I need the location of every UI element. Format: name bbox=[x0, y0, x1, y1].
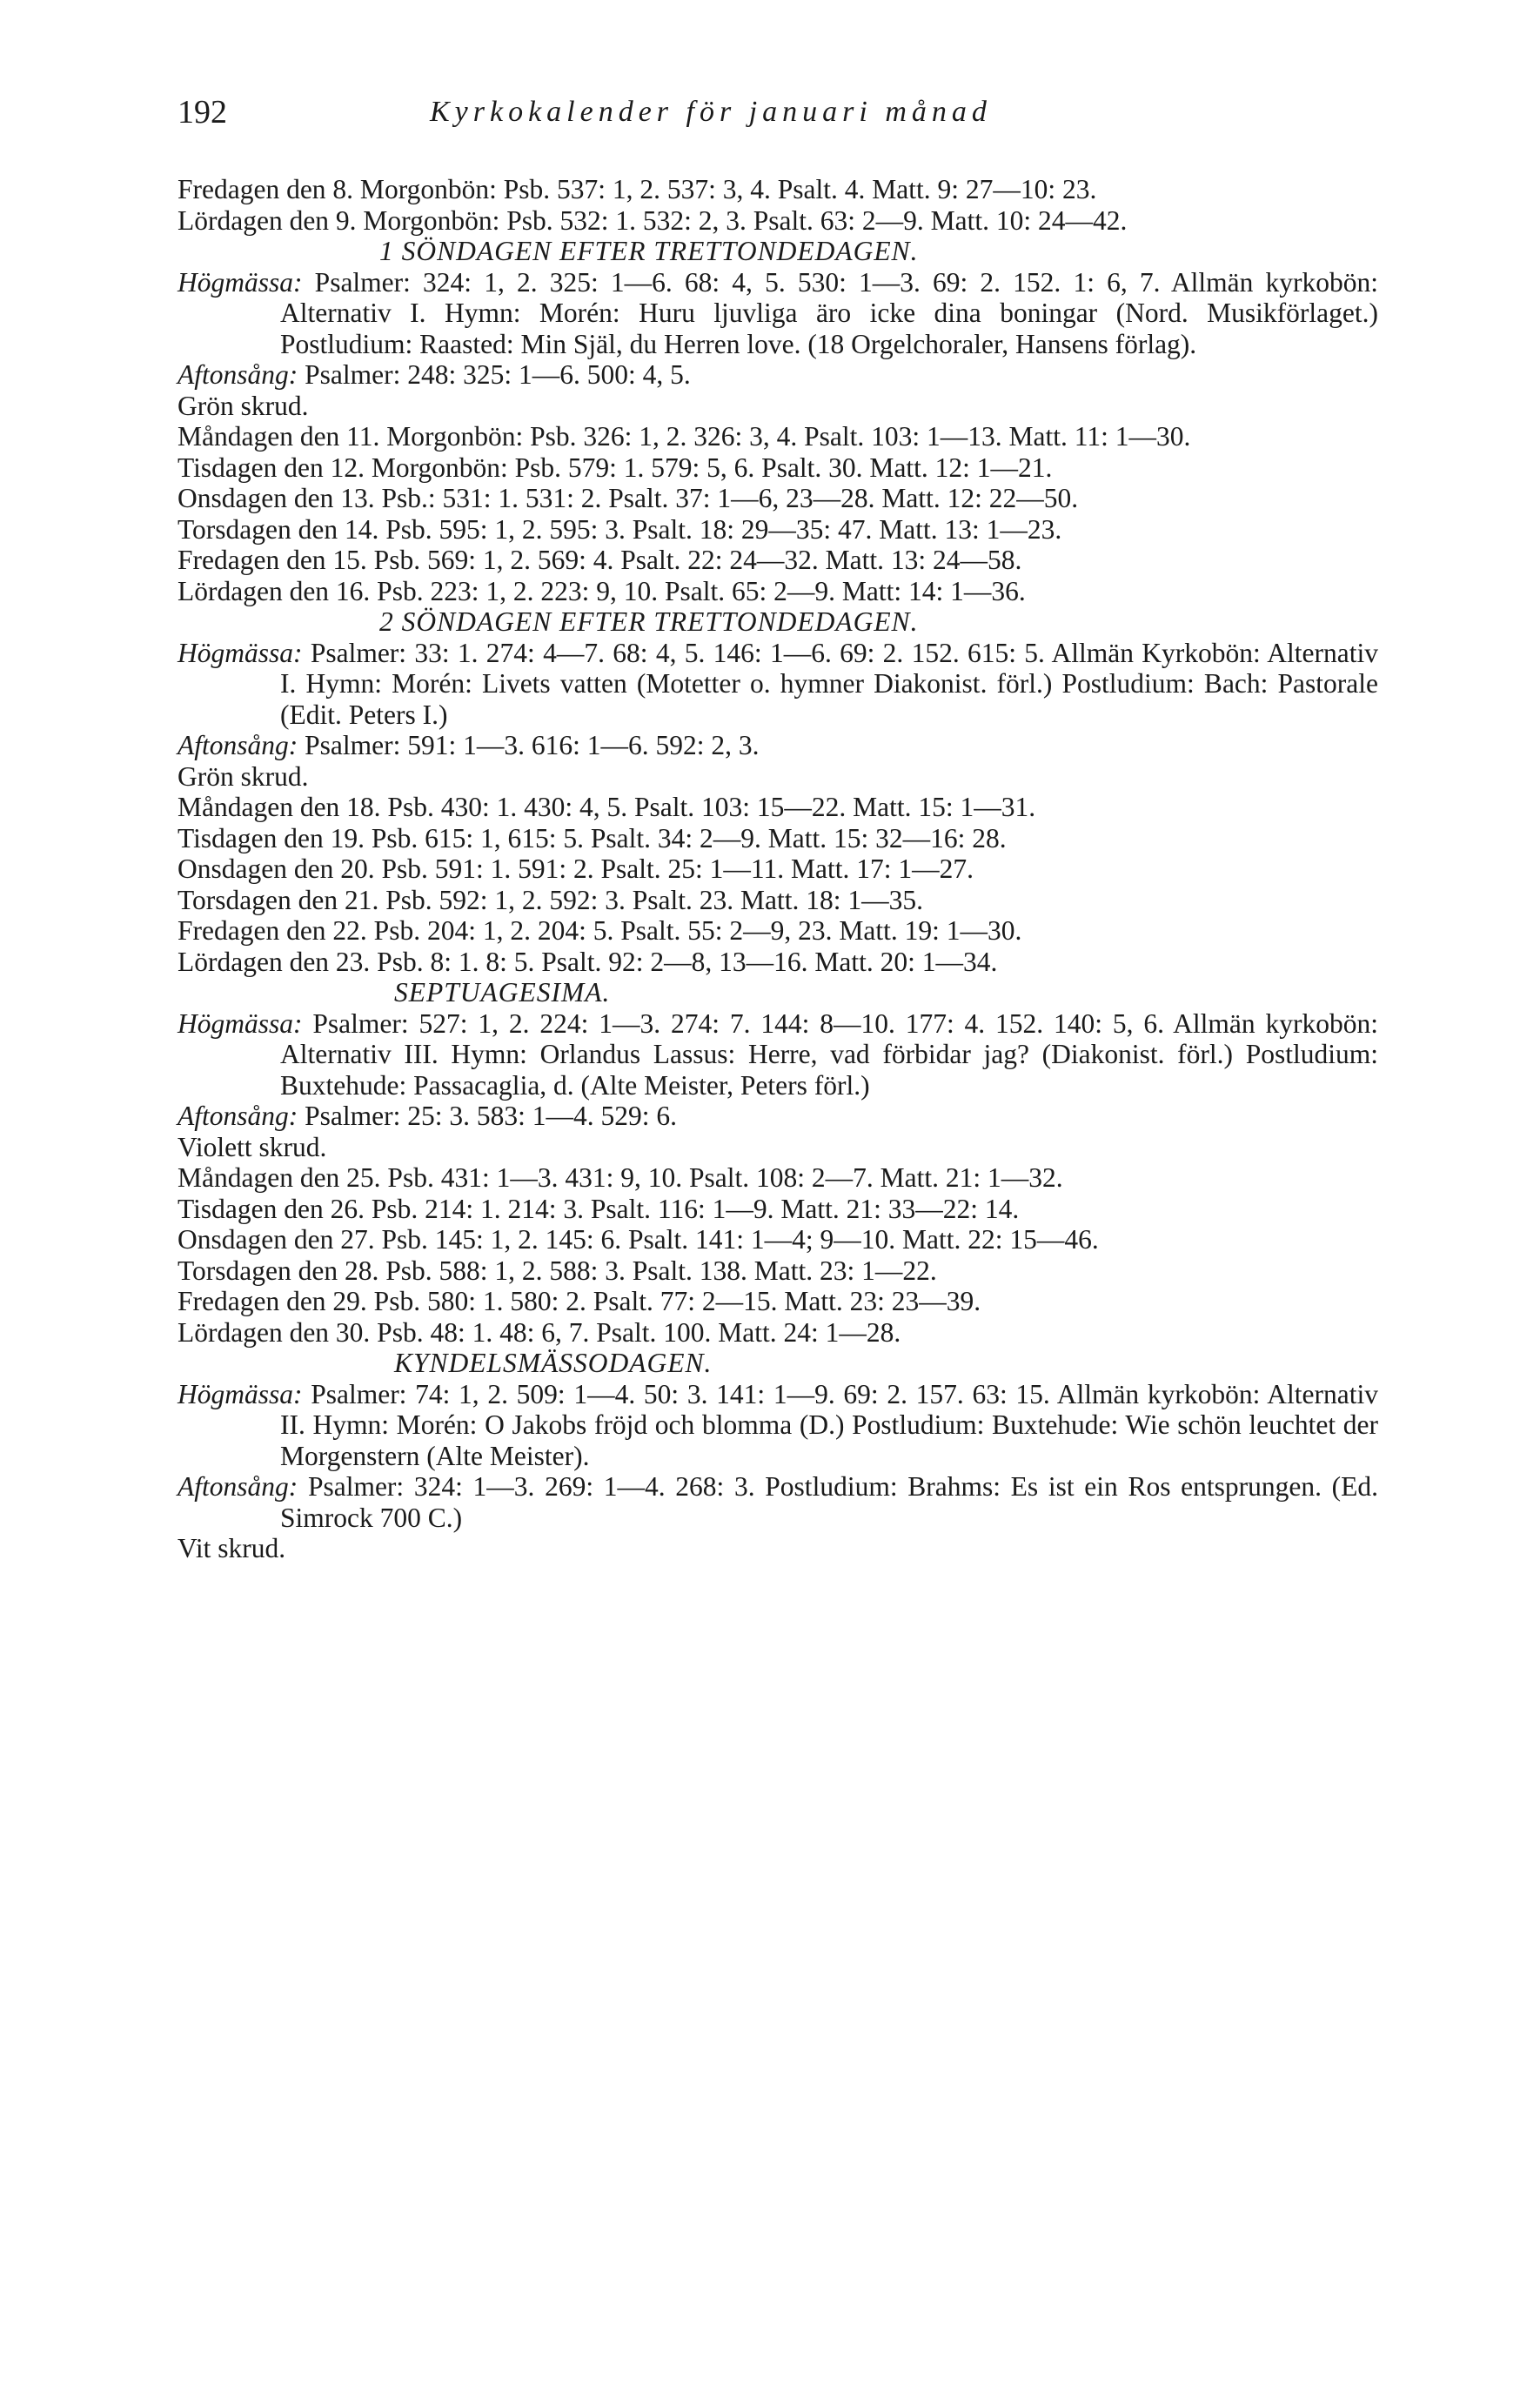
service-entry: Högmässa: Psalmer: 74: 1, 2. 509: 1—4. 50: 3. 141: 1—9. 69: 2. 157. 63: 15. Allmän kyrkobön: Alternativ II. Hymn: Morén: O Jakobs fröjd och blomma (D.) Postludium: Buxtehude: Wie schön leuchtet der Morgenstern (Alte Meister). bbox=[177, 1378, 1379, 1471]
service-label: Aftonsång: bbox=[177, 359, 298, 390]
service-label: Aftonsång: bbox=[177, 1101, 298, 1131]
day-entry: Onsdagen den 20. Psb. 591: 1. 591: 2. Psalt. 25: 1—11. Matt. 17: 1—27. bbox=[177, 853, 974, 884]
service-entry: Aftonsång: Psalmer: 324: 1—3. 269: 1—4. 268: 3. Postludium: Brahms: Es ist ein Ros entsprungen. (Ed. Simrock 700 C.) bbox=[177, 1471, 1379, 1533]
day-entry: Fredagen den 8. Morgonbön: Psb. 537: 1, 2. 537: 3, 4. Psalt. 4. Matt. 9: 27—10: 23. bbox=[177, 174, 1097, 204]
day-entry: Måndagen den 11. Morgonbön: Psb. 326: 1, 2. 326: 3, 4. Psalt. 103: 1—13. Matt. 11: 1—30. bbox=[177, 421, 1191, 452]
day-entry: Onsdagen den 13. Psb.: 531: 1. 531: 2. Psalt. 37: 1—6, 23—28. Matt. 12: 22—50. bbox=[177, 483, 1079, 513]
section-heading: KYNDELSMÄSSODAGEN. bbox=[394, 1348, 713, 1378]
page-header bbox=[177, 90, 1378, 143]
section-heading: 2 SÖNDAGEN EFTER TRETTONDEDAGEN. bbox=[379, 606, 919, 637]
day-entry: Tisdagen den 19. Psb. 615: 1, 615: 5. Psalt. 34: 2—9. Matt. 15: 32—16: 28. bbox=[177, 822, 1007, 853]
service-entry: Högmässa: Psalmer: 33: 1. 274: 4—7. 68: 4, 5. 146: 1—6. 69: 2. 152. 615: 5. Allmän Kyrkobön: Alternativ I. Hymn: Morén: Livets vatten (Motetter o. hymner Diakonist. förl.) Postludium: Bach: Pastorale (Edit. Peters I.) bbox=[177, 637, 1379, 730]
running-title: Kyrkokalender för januari månad bbox=[430, 96, 992, 128]
section-heading: 1 SÖNDAGEN EFTER TRETTONDEDAGEN. bbox=[379, 236, 919, 266]
service-label: Högmässa: bbox=[177, 637, 303, 668]
day-entry: Lördagen den 16. Psb. 223: 1, 2. 223: 9, 10. Psalt. 65: 2—9. Matt: 14: 1—36. bbox=[177, 575, 1026, 606]
day-entry: Torsdagen den 28. Psb. 588: 1, 2. 588: 3. Psalt. 138. Matt. 23: 1—22. bbox=[177, 1255, 937, 1286]
service-label: Högmässa: bbox=[177, 1007, 303, 1039]
day-entry: Lördagen den 30. Psb. 48: 1. 48: 6, 7. Psalt. 100. Matt. 24: 1—28. bbox=[177, 1316, 901, 1348]
service-label: Aftonsång: bbox=[177, 730, 298, 760]
day-entry: Måndagen den 18. Psb. 430: 1. 430: 4, 5. Psalt. 103: 15—22. Matt. 15: 1—31. bbox=[177, 792, 1036, 822]
vestment-note: Grön skrud. bbox=[177, 760, 309, 792]
day-entry: Lördagen den 23. Psb. 8: 1. 8: 5. Psalt. 92: 2—8, 13—16. Matt. 20: 1—34. bbox=[177, 946, 998, 977]
day-entry: Fredagen den 15. Psb. 569: 1, 2. 569: 4. Psalt. 22: 24—32. Matt. 13: 24—58. bbox=[177, 545, 1022, 575]
day-entry: Måndagen den 25. Psb. 431: 1—3. 431: 9, 10. Psalt. 108: 2—7. Matt. 21: 1—32. bbox=[177, 1162, 1063, 1193]
day-entry: Fredagen den 29. Psb. 580: 1. 580: 2. Psalt. 77: 2—15. Matt. 23: 23—39. bbox=[177, 1286, 981, 1316]
day-entry: Torsdagen den 14. Psb. 595: 1, 2. 595: 3. Psalt. 18: 29—35: 47. Matt. 13: 1—23. bbox=[177, 513, 1062, 545]
day-entry: Fredagen den 22. Psb. 204: 1, 2. 204: 5. Psalt. 55: 2—9, 23. Matt. 19: 1—30. bbox=[177, 915, 1022, 946]
service-entry: Aftonsång: Psalmer: 25: 3. 583: 1—4. 529: 6. bbox=[177, 1101, 677, 1131]
service-label: Högmässa: bbox=[177, 1378, 303, 1409]
vestment-note: Vit skrud. bbox=[177, 1533, 286, 1563]
day-entry: Tisdagen den 12. Morgonbön: Psb. 579: 1. 579: 5, 6. Psalt. 30. Matt. 12: 1—21. bbox=[177, 452, 1053, 483]
service-entry: Högmässa: Psalmer: 527: 1, 2. 224: 1—3. 274: 7. 144: 8—10. 177: 4. 152. 140: 5, 6. Allmän kyrkobön: Alternativ III. Hymn: Orlandus Lassus: Herre, vad förbidar jag? (Diakonist. förl.) Postludium: Buxtehude: Passacaglia, d. (Alte Meister, Peters förl.) bbox=[177, 1007, 1379, 1101]
calendar-text bbox=[177, 174, 1378, 1564]
vestment-note: Violett skrud. bbox=[177, 1131, 327, 1162]
service-entry: Högmässa: Psalmer: 324: 1, 2. 325: 1—6. 68: 4, 5. 530: 1—3. 69: 2. 152. 1: 6, 7. Allmän kyrkobön: Alternativ I. Hymn: Morén: Huru ljuvliga äro icke dina boningar (Nord. Musikförlaget.) Postludium: Raasted: Min Själ, du Herren love. (18 Orgelchoraler, Hansens förlag). bbox=[177, 266, 1379, 359]
service-entry: Aftonsång: Psalmer: 591: 1—3. 616: 1—6. 592: 2, 3. bbox=[177, 730, 760, 760]
section-heading: SEPTUAGESIMA. bbox=[394, 977, 611, 1007]
day-entry: Tisdagen den 26. Psb. 214: 1. 214: 3. Psalt. 116: 1—9. Matt. 21: 33—22: 14. bbox=[177, 1193, 1020, 1224]
day-entry: Onsdagen den 27. Psb. 145: 1, 2. 145: 6. Psalt. 141: 1—4; 9—10. Matt. 22: 15—46. bbox=[177, 1224, 1099, 1255]
service-label: Högmässa: bbox=[177, 266, 303, 298]
vestment-note: Grön skrud. bbox=[177, 390, 309, 421]
page-number: 192 bbox=[177, 94, 227, 131]
service-entry: Aftonsång: Psalmer: 248: 325: 1—6. 500: 4, 5. bbox=[177, 359, 691, 390]
service-label: Aftonsång: bbox=[177, 1471, 298, 1502]
day-entry: Torsdagen den 21. Psb. 592: 1, 2. 592: 3. Psalt. 23. Matt. 18: 1—35. bbox=[177, 884, 924, 915]
day-entry: Lördagen den 9. Morgonbön: Psb. 532: 1. 532: 2, 3. Psalt. 63: 2—9. Matt. 10: 24—42. bbox=[177, 204, 1128, 236]
